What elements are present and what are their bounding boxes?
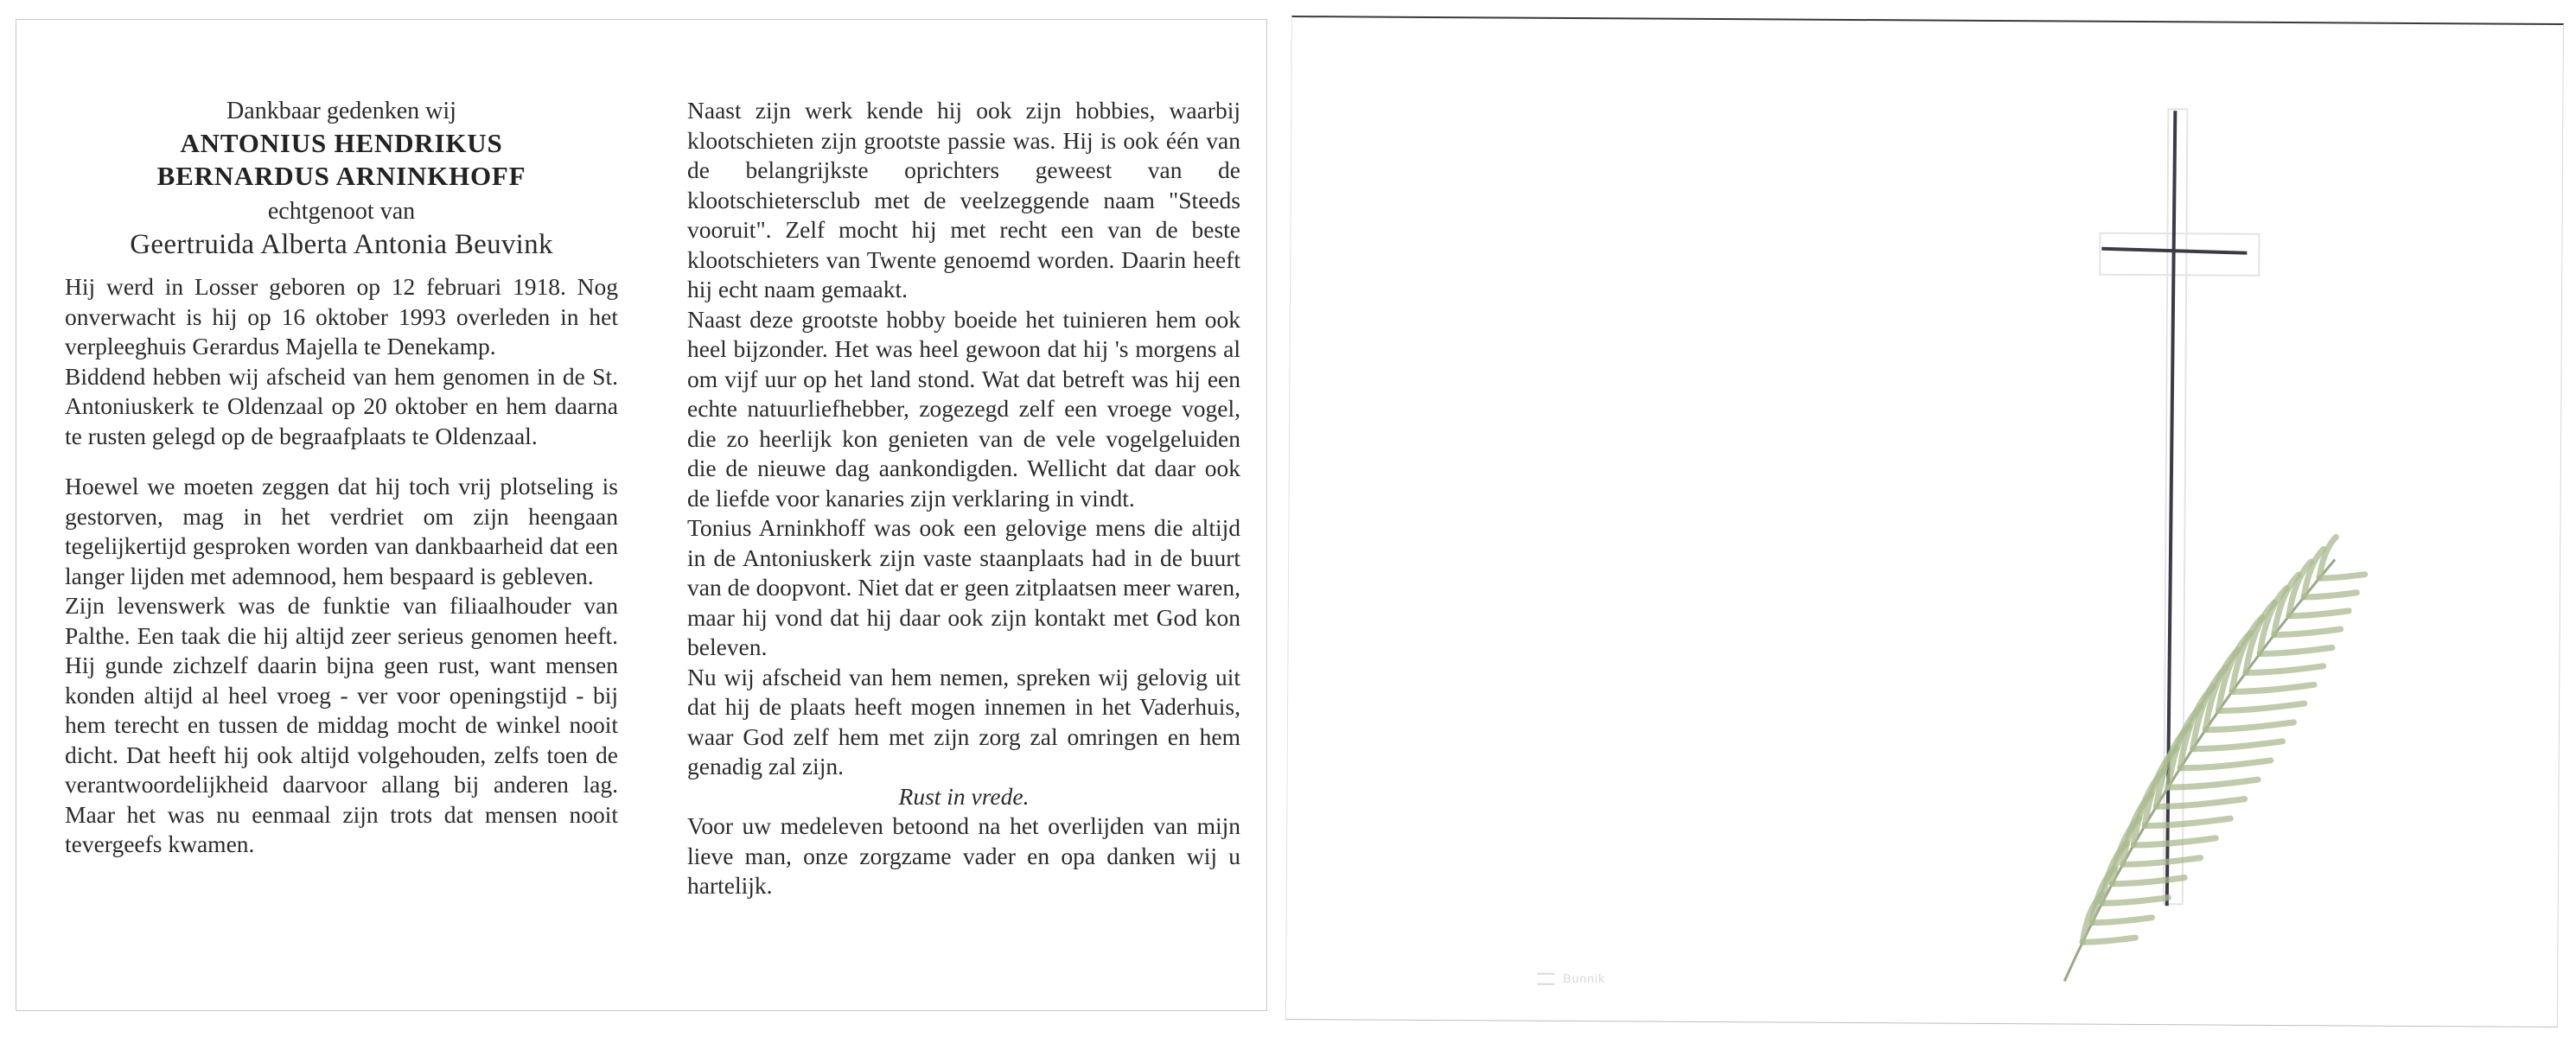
palm-leaf bbox=[2193, 741, 2283, 749]
palm-leaf bbox=[2304, 592, 2356, 597]
palm-leaf bbox=[2319, 574, 2365, 578]
palm-leaf bbox=[2133, 837, 2216, 845]
publisher-mark bbox=[1537, 971, 1605, 986]
intro-line: Dankbaar gedenken wij bbox=[226, 98, 456, 124]
palm-branch-icon bbox=[2064, 535, 2365, 983]
closing-motto: Rust in vrede. bbox=[898, 782, 1030, 810]
palm-leaf bbox=[2219, 703, 2305, 711]
paragraph-faith: Tonius Arninkhoff was ook een gelovige mens die altijd in de Antoniuskerk zijn vaste staanplaats had in de buurt van de doopvont. Niet dat er geen zitplaatsen meer waren, maar hij vond dat hij daar ook zijn kontakt met God kon beleven. bbox=[687, 514, 1240, 660]
palm-leaf bbox=[2260, 647, 2332, 654]
palm-leaf bbox=[2092, 917, 2152, 923]
paragraph-lifework: Zijn levenswerk was de funktie van filiaalhouder van Palthe. Een taak die hij altijd zeer serieus genomen heeft. Hij gunde zichzelf daarin bijna geen rust, want mensen konden altijd al heel vroeg - ver voor openingstijd - bij hem terecht en tussen de middag mocht de winkel nooit dicht. Dat heeft hij ook altijd volgehouden, zelfs toen de verantwoordelijkheid daarvoor allang bij anderen lag. Maar het was nu eenmaal zijn trots dat mensen nooit tevergeefs kwamen. bbox=[65, 592, 618, 857]
paragraph-farewell: Nu wij afscheid van hem nemen, spreken wij gelovig uit dat hij de plaats heeft mogen innemen in het Vaderhuis, waar God zelf hem met zijn zorg zal omringen en hem genadig zal zijn. bbox=[687, 663, 1240, 779]
spouse-label: echtgenoot van bbox=[267, 198, 416, 225]
paragraph-birth-death: Hij werd in Losser geboren op 12 februari 1918. Nog onverwacht is hij op 16 oktober 1993 overleden in het verpleeghuis Gerardus Majella te Denekamp. bbox=[65, 273, 618, 359]
palm-leaf bbox=[2123, 857, 2201, 865]
paragraph-hobbies: Naast zijn werk kende hij ook zijn hobbies, waarbij klootschieten zijn grootste passie was. Hij is ook één van de belangrijkste oprichters geweest van de klootschietersclub met de veelzeggende naam "Steeds vooruit". Zelf mocht hij met recht een van de beste klootschieters van Twente genoemd worden. Daarin heeft hij echt naam gemaakt. bbox=[687, 97, 1240, 302]
palm-leaf bbox=[2289, 610, 2349, 616]
paragraph-thanks: Voor uw medeleven betoond na het overlijden van mijn lieve man, onze zorgzame vader en opa danken wij u hartelijk. bbox=[687, 812, 1240, 899]
paragraph-gardening: Naast deze grootste hobby boeide het tuinieren hem ook heel bijzonder. Het was heel gewoon dat hij 's morgens al om vijf uur op het land stond. Wat dat betreft was hij een echte natuurliefhebber, zogezegd zelf een vroege vogel, die zo heerlijk kon genieten van de vele vogelgeluiden die de nieuwe dag aankondigden. Wellicht dat daar ook de liefde voor kanaries zijn verklaring in vindt. bbox=[687, 305, 1240, 512]
deceased-name-line-2: BERNARDUS ARNINKHOFF bbox=[156, 161, 526, 191]
publisher-name: Bunnik bbox=[1563, 970, 1606, 986]
palm-leaf bbox=[2274, 629, 2341, 635]
card-heading bbox=[65, 96, 618, 262]
left-column bbox=[65, 20, 618, 860]
palm-leaf bbox=[2205, 722, 2293, 730]
text-page bbox=[16, 19, 1267, 1011]
spouse-name: Geertruida Alberta Antonia Beuvink bbox=[130, 229, 553, 260]
palm-leaf bbox=[2145, 818, 2230, 827]
palm-leaf bbox=[2168, 779, 2258, 788]
palm-leaf bbox=[2232, 684, 2314, 692]
right-column bbox=[687, 20, 1240, 901]
palm-leaf bbox=[2180, 760, 2271, 768]
palm-leaf bbox=[2246, 665, 2324, 673]
palm-leaf bbox=[2102, 897, 2169, 903]
deceased-name-line-1: ANTONIUS HENDRIKUS bbox=[180, 128, 503, 158]
paragraph-funeral: Biddend hebben wij afscheid van hem genomen in de St. Antoniuskerk te Oldenzaal op 20 oktober en hem daarna te rusten gelegd op de begraafplaats te Oldenzaal. bbox=[65, 362, 618, 449]
front-page bbox=[1285, 16, 2564, 1027]
paragraph-passing: Hoewel we moeten zeggen dat hij toch vrij plotseling is gestorven, mag in het verdriet om zijn heengaan tegelijkertijd gesproken worden van dankbaarheid dat een langer lijden met ademnood, hem bespaard is gebleven. bbox=[65, 473, 618, 589]
cross-illustration bbox=[1286, 17, 2565, 1029]
palm-leaf bbox=[2112, 877, 2184, 884]
palm-leaf bbox=[2319, 537, 2336, 578]
publisher-logo-icon bbox=[1537, 973, 1554, 985]
palm-leaf bbox=[2082, 938, 2135, 943]
